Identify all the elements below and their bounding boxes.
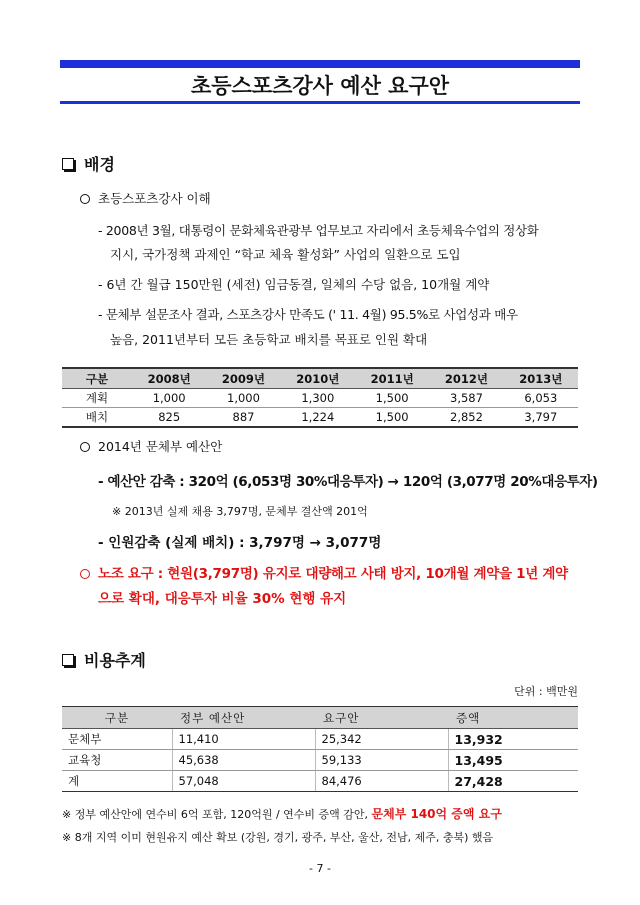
square-bullet-icon	[62, 654, 74, 666]
circle-bullet-icon	[80, 569, 90, 579]
table-header-cell: 2009년	[206, 368, 280, 389]
table-cell: 1,000	[206, 389, 280, 408]
table-cell: 11,410	[172, 729, 315, 750]
title-banner	[60, 60, 580, 104]
table-cell: 27,428	[448, 771, 578, 792]
union-demand-line: 으로 확대, 대응투자 비율 30% 현행 유지	[98, 591, 347, 607]
dash-item-line: - 2008년 3월, 대통령이 문화체육관광부 업무보고 자리에서 초등체육수업의 정상화	[98, 223, 539, 238]
bullet-item	[80, 437, 222, 455]
circle-bullet-icon	[80, 194, 90, 204]
table-header-cell: 2010년	[281, 368, 355, 389]
table-row	[62, 750, 578, 771]
table-header-cell: 요구안	[315, 707, 448, 729]
square-bullet-icon	[62, 158, 74, 170]
table-cell: 6,053	[504, 389, 578, 408]
section-heading-text: 배경	[84, 155, 115, 174]
table-cell: 문체부	[62, 729, 172, 750]
section-heading-background	[62, 152, 115, 175]
table-cell: 계획	[62, 389, 132, 408]
footnote: ※ 8개 지역 이미 현원유지 예산 확보 (강원, 경기, 광주, 부산, 울산, 전남, 제주, 충북) 했음	[62, 831, 494, 844]
section-heading-cost	[62, 648, 146, 671]
footnote-highlight: 문체부 140억 증액 요구	[371, 807, 502, 821]
table-cell: 1,000	[132, 389, 206, 408]
note-line: ※ 2013년 실제 채용 3,797명, 문체부 결산액 201억	[112, 505, 368, 518]
section-heading-text: 비용추계	[84, 651, 146, 670]
table-header-cell: 2011년	[355, 368, 429, 389]
table-cell: 25,342	[315, 729, 448, 750]
bullet-text: 2014년 문체부 예산안	[98, 439, 223, 454]
table-header-cell: 증액	[448, 707, 578, 729]
table-cell: 계	[62, 771, 172, 792]
table-cell: 887	[206, 408, 280, 428]
footnote-text: ※ 정부 예산안에 연수비 6억 포함, 120억원 / 연수비 증액 감안,	[62, 808, 369, 821]
table-header-cell: 구분	[62, 707, 172, 729]
table-cell: 84,476	[315, 771, 448, 792]
table-cell: 13,495	[448, 750, 578, 771]
unit-label: 단위 : 백만원	[514, 685, 578, 698]
table-cell: 3,797	[504, 408, 578, 428]
table-header-cell: 정부 예산안	[172, 707, 315, 729]
table-header-cell: 2008년	[132, 368, 206, 389]
dash-item-line: 지시, 국가정책 과제인 “학교 체육 활성화” 사업의 일환으로 도입	[110, 247, 461, 262]
table-row	[62, 408, 578, 428]
dash-item-line: - 문체부 설문조사 결과, 스포츠강사 만족도 (' 11. 4월) 95.5%로 사업성과 매우	[98, 307, 518, 322]
circle-bullet-icon	[80, 442, 90, 452]
table-cell: 13,932	[448, 729, 578, 750]
table-header-cell: 2013년	[504, 368, 578, 389]
table-row	[62, 771, 578, 792]
table-cell: 1,224	[281, 408, 355, 428]
footnote	[62, 805, 502, 822]
table-cell: 825	[132, 408, 206, 428]
table-cell: 1,300	[281, 389, 355, 408]
table-header-cell: 구분	[62, 368, 132, 389]
table-cell: 배치	[62, 408, 132, 428]
staffing-table	[62, 367, 578, 428]
table-header-row	[62, 368, 578, 389]
cost-table	[62, 706, 578, 792]
table-cell: 1,500	[355, 408, 429, 428]
table-cell: 59,133	[315, 750, 448, 771]
dash-item-line: - 6년 간 월급 150만원 (세전) 임금동결, 일체의 수당 없음, 10개월 계약	[98, 277, 490, 292]
table-header-row	[62, 707, 578, 729]
union-demand-text: 노조 요구 : 현원(3,797명) 유지로 대량해고 사태 방지, 10개월 계약을 1년 계약	[98, 566, 568, 582]
bullet-item	[80, 189, 211, 207]
union-demand-line	[80, 562, 568, 582]
page-title: 초등스포츠강사 예산 요구안	[190, 73, 450, 98]
table-header-cell: 2012년	[429, 368, 503, 389]
table-cell: 1,500	[355, 389, 429, 408]
budget-cut-line: - 예산안 감축 : 320억 (6,053명 30%대응투자) → 120억 (3,077명 20%대응투자)	[98, 474, 598, 490]
table-row	[62, 729, 578, 750]
table-row	[62, 389, 578, 408]
table-cell: 3,587	[429, 389, 503, 408]
page-number: - 7 -	[309, 862, 331, 875]
dash-item-line: 높음, 2011년부터 모든 초등학교 배치를 목표로 인원 확대	[110, 332, 428, 347]
table-cell: 45,638	[172, 750, 315, 771]
staff-cut-line: - 인원감축 (실제 배치) : 3,797명 → 3,077명	[98, 535, 382, 551]
table-cell: 교육청	[62, 750, 172, 771]
table-cell: 2,852	[429, 408, 503, 428]
table-cell: 57,048	[172, 771, 315, 792]
bullet-text: 초등스포츠강사 이해	[98, 191, 211, 206]
